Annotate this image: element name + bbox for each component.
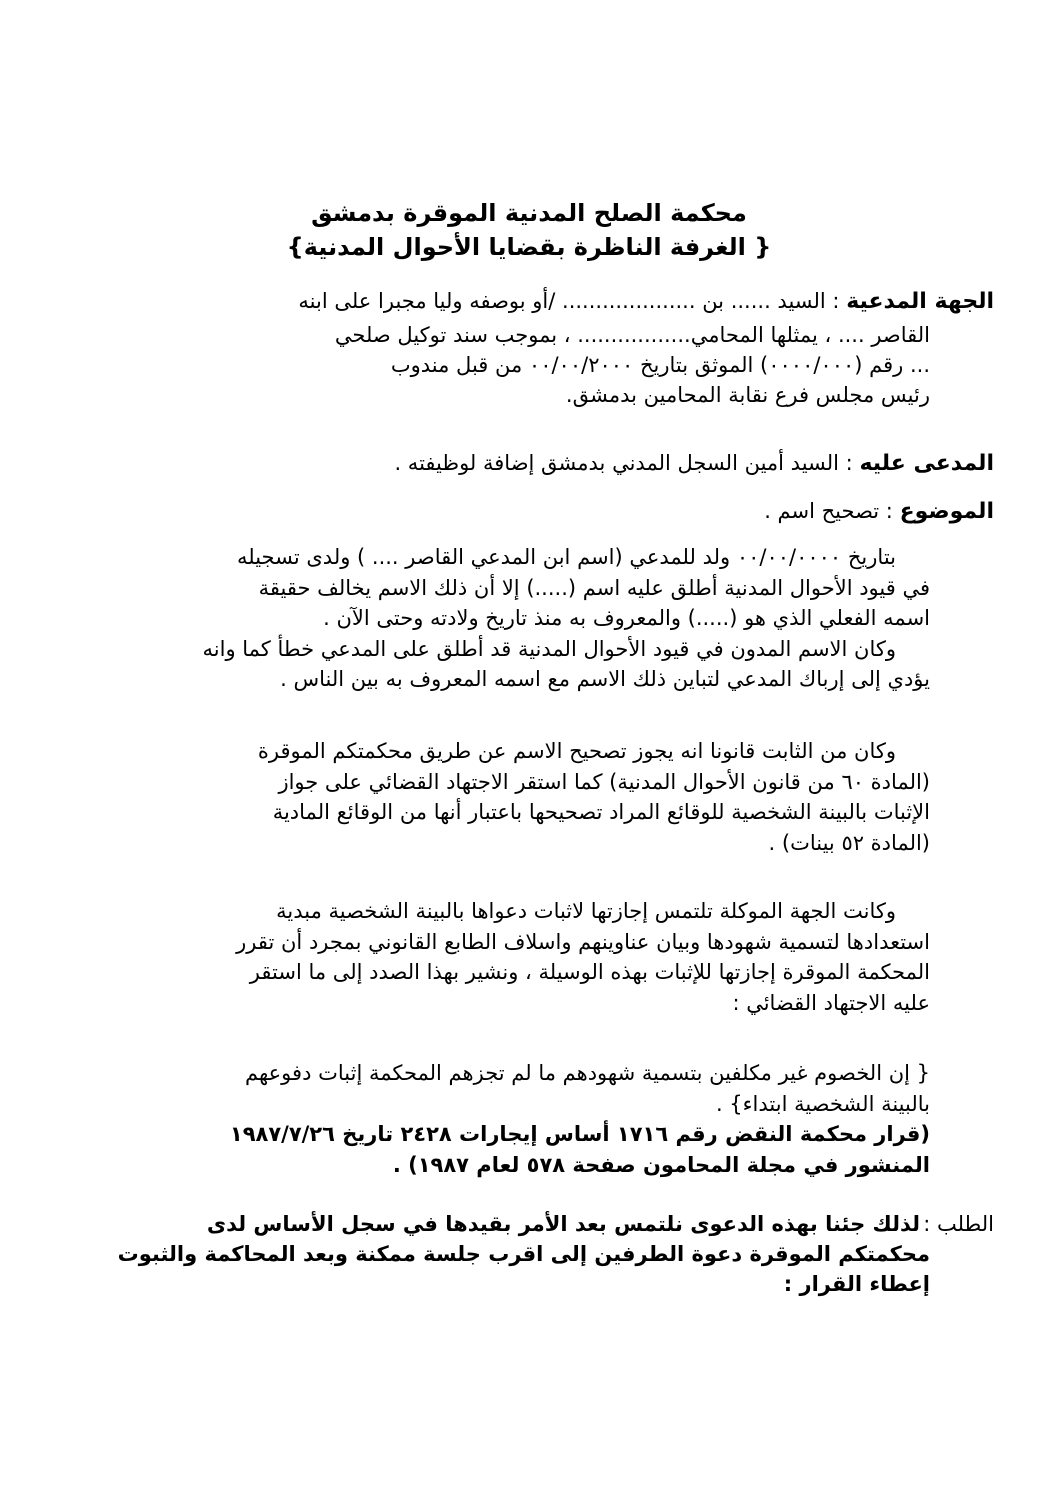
paragraph-facts xyxy=(92,542,930,695)
defendant-line xyxy=(92,448,994,479)
paragraph-line: في قيود الأحوال المدنية أطلق عليه اسم (.....) إلا أن ذلك الاسم يخالف حقيقة xyxy=(258,575,930,600)
request-label: الطلب : xyxy=(923,1212,994,1236)
paragraph-line: استعدادها لتسمية شهودها وبيان عناوينهم واسلاف الطابع القانوني بمجرد أن تقرر xyxy=(236,929,930,954)
paragraph-line: (المادة ٦٠ من قانون الأحوال المدنية) كما استقر الاجتهاد القضائي على جواز xyxy=(278,769,930,794)
chamber-title: { الغرفة الناظرة بقضايا الأحوال المدنية} xyxy=(286,233,772,261)
request-body xyxy=(92,1209,930,1299)
request-line: محكمتكم الموقرة دعوة الطرفين إلى اقرب جلسة ممكنة وبعد المحاكمة والثبوت xyxy=(117,1242,930,1266)
request-line: إعطاء القرار : xyxy=(783,1272,930,1296)
paragraph-line: المحكمة الموقرة إجازتها للإثبات بهذه الوسيلة ، ونشير بهذا الصدد إلى ما استقر xyxy=(249,960,930,984)
paragraph-evidence xyxy=(92,896,930,1018)
plaintiff-line-3: ... رقم (٠٠٠٠/٠٠٠) الموثق بتاريخ ٠٠/٠٠/٢٠٠٠ من قبل مندوب xyxy=(390,353,930,377)
defendant-label: المدعى عليه xyxy=(859,451,994,476)
plaintiff-text: : السيد ...... بن .................... /أو بوصفه وليا مجبرا على ابنه xyxy=(298,289,840,313)
paragraph-line: يؤدي إلى إرباك المدعي لتباين ذلك الاسم مع اسمه المعروف به بين الناس . xyxy=(280,667,930,691)
request-line: لذلك جئنا بهذه الدعوى نلتمس بعد الأمر بقيدها في سجل الأساس لدى xyxy=(206,1212,920,1236)
paragraph-line: بتاريخ ٠٠/٠٠/٠٠٠٠ ولد للمدعي (اسم ابن المدعي القاصر .... ) ولدى تسجيله xyxy=(237,545,896,569)
paragraph-line: وكانت الجهة الموكلة تلتمس إجازتها لاثبات دعواها بالبينة الشخصية مبدية xyxy=(276,899,896,923)
subject-text: : تصحيح اسم . xyxy=(764,499,893,523)
quoted-ruling xyxy=(92,1058,930,1180)
plaintiff-label: الجهة المدعية xyxy=(846,289,994,314)
quote-line: بالبينة الشخصية ابتداء} . xyxy=(715,1091,930,1116)
plaintiff-line-4: رئيس مجلس فرع نقابة المحامين بدمشق. xyxy=(565,383,930,407)
plaintiff-line xyxy=(92,286,994,317)
defendant-text: : السيد أمين السجل المدني بدمشق إضافة لوظيفته . xyxy=(394,451,853,475)
court-title: محكمة الصلح المدنية الموقرة بدمشق xyxy=(311,199,747,227)
citation-line: المنشور في مجلة المحامون صفحة ٥٧٨ لعام ١٩٨٧) . xyxy=(392,1152,930,1177)
quote-line: { إن الخصوم غير مكلفين بتسمية شهودهم ما لم تجزهم المحكمة إثبات دفوعهم xyxy=(245,1061,930,1085)
subject-label: الموضوع xyxy=(899,499,994,524)
paragraph-line: عليه الاجتهاد القضائي : xyxy=(732,990,930,1015)
paragraph-line: الإثبات بالبينة الشخصية للوقائع المراد تصحيحها باعتبار أنها من الوقائع المادية xyxy=(272,800,930,824)
plaintiff-line-2: القاصر .... ، يمثلها المحامي................. ، بموجب سند توكيل صلحي xyxy=(334,323,930,347)
paragraph-line: وكان من الثابت قانونا انه يجوز تصحيح الاسم عن طريق محكمتكم الموقرة xyxy=(257,739,896,763)
citation-line: (قرار محكمة النقض رقم ١٧١٦ أساس إيجارات ٢٤٢٨ تاريخ ١٩٨٧/٧/٢٦ xyxy=(229,1122,930,1146)
plaintiff-details xyxy=(92,320,930,410)
paragraph-line: (المادة ٥٢ بينات) . xyxy=(768,830,930,855)
paragraph-line: اسمه الفعلي الذي هو (.....) والمعروف به منذ تاريخ ولادته وحتى الآن . xyxy=(323,606,930,630)
paragraph-line: وكان الاسم المدون في قيود الأحوال المدنية قد أطلق على المدعي خطأ كما وانه xyxy=(202,636,896,661)
paragraph-legal-basis xyxy=(92,736,930,858)
subject-line xyxy=(92,496,994,527)
